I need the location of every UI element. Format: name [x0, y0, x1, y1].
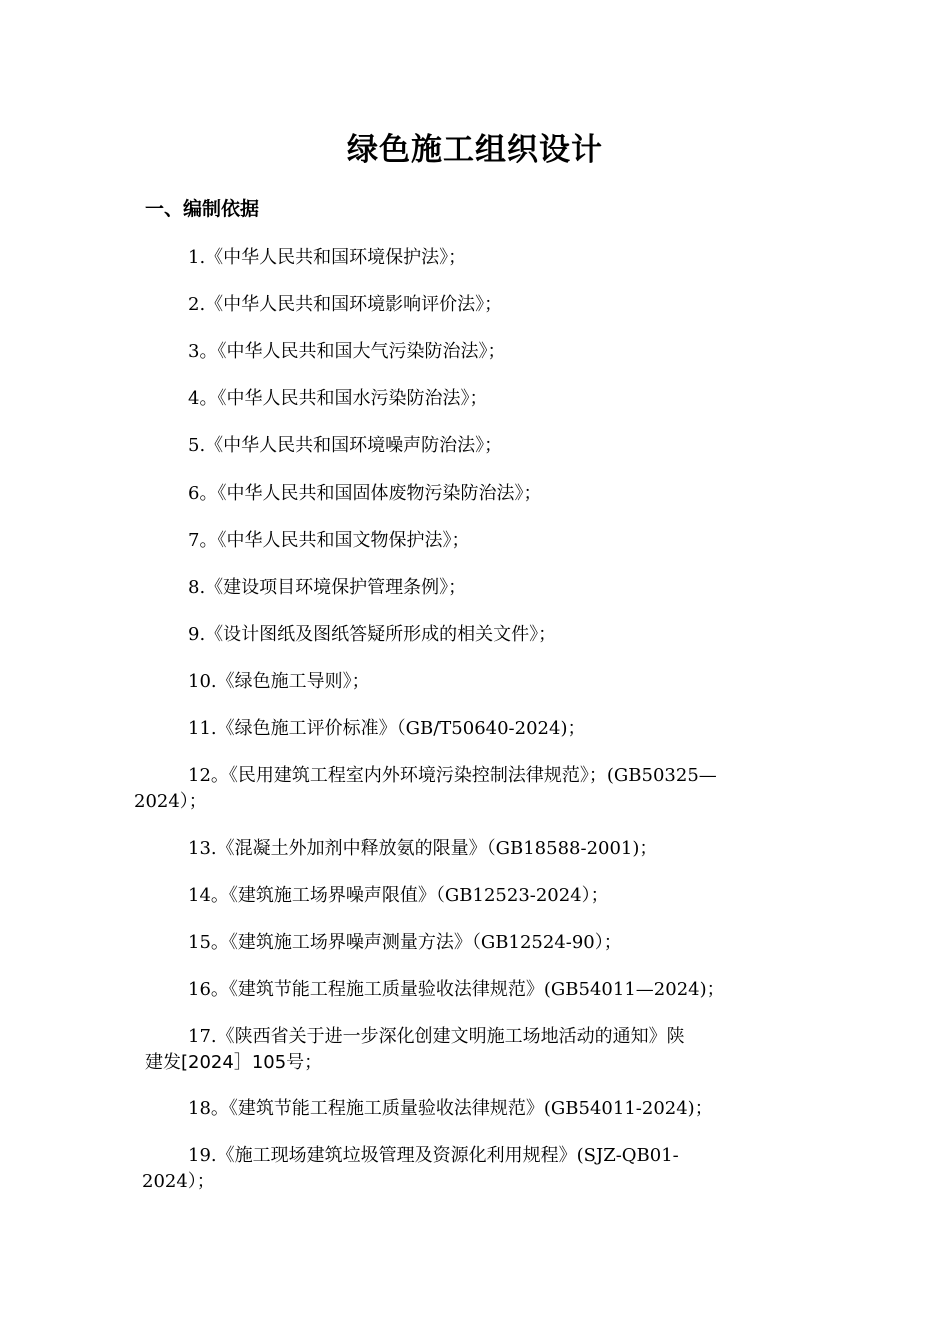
- reference-line: 6。《中华人民共和国固体废物污染防治法》；: [188, 483, 542, 504]
- reference-line: 2.《中华人民共和国环境影响评价法》；: [188, 294, 503, 315]
- reference-item: [0, 763, 950, 815]
- reference-line-continued: 2024）；: [134, 791, 207, 812]
- reference-line: 3。《中华人民共和国大气污染防治法》；: [188, 341, 506, 362]
- reference-item: [0, 1024, 950, 1076]
- reference-line: 15。《建筑施工场界噪声测量方法》（GB12524-90）；: [188, 932, 622, 953]
- reference-line: 4。《中华人民共和国水污染防治法》；: [188, 388, 488, 409]
- reference-line: 11.《绿色施工评价标准》（GB/T50640-2024)；: [188, 718, 586, 739]
- reference-item: [0, 883, 950, 909]
- reference-item: [0, 977, 950, 1003]
- reference-item: [0, 669, 950, 695]
- section-heading: 一、编制依据: [145, 198, 260, 220]
- reference-item: [0, 930, 950, 956]
- reference-line-continued: 2024）；: [142, 1171, 215, 1192]
- reference-item: [0, 245, 950, 271]
- reference-item: [0, 1096, 950, 1122]
- reference-line: 7。《中华人民共和国文物保护法》；: [188, 530, 470, 551]
- reference-line: 1.《中华人民共和国环境保护法》；: [188, 247, 467, 268]
- reference-item: [0, 386, 950, 412]
- reference-line: 8.《建设项目环境保护管理条例》；: [188, 577, 467, 598]
- reference-item: [0, 481, 950, 507]
- reference-item: [0, 339, 950, 365]
- reference-line: 14。《建筑施工场界噪声限值》（GB12523-2024）；: [188, 885, 609, 906]
- reference-item: [0, 716, 950, 742]
- document-title: 绿色施工组织设计: [347, 132, 603, 168]
- reference-line-continued: 建发[2024］105号；: [145, 1052, 323, 1073]
- reference-item: [0, 836, 950, 862]
- reference-line: 18。《建筑节能工程施工质量验收法律规范》(GB54011-2024)；: [188, 1098, 713, 1119]
- reference-line: 17.《陕西省关于进一步深化创建文明施工场地活动的通知》陕: [188, 1026, 685, 1047]
- reference-item: [0, 622, 950, 648]
- reference-item: [0, 1143, 950, 1195]
- reference-item: [0, 528, 950, 554]
- reference-line: 5.《中华人民共和国环境噪声防治法》；: [188, 435, 503, 456]
- reference-item: [0, 292, 950, 318]
- reference-line: 9.《设计图纸及图纸答疑所形成的相关文件》；: [188, 624, 557, 645]
- reference-item: [0, 433, 950, 459]
- reference-line: 13.《混凝土外加剂中释放氨的限量》（GB18588-2001)；: [188, 838, 658, 859]
- reference-item: [0, 575, 950, 601]
- reference-line: 19.《施工现场建筑垃圾管理及资源化利用规程》(SJZ-QB01-: [188, 1145, 679, 1166]
- reference-line: 12。《民用建筑工程室内外环境污染控制法律规范》；(GB50325—: [188, 765, 717, 786]
- reference-line: 16。《建筑节能工程施工质量验收法律规范》(GB54011—2024)；: [188, 979, 725, 1000]
- reference-line: 10.《绿色施工导则》；: [188, 671, 370, 692]
